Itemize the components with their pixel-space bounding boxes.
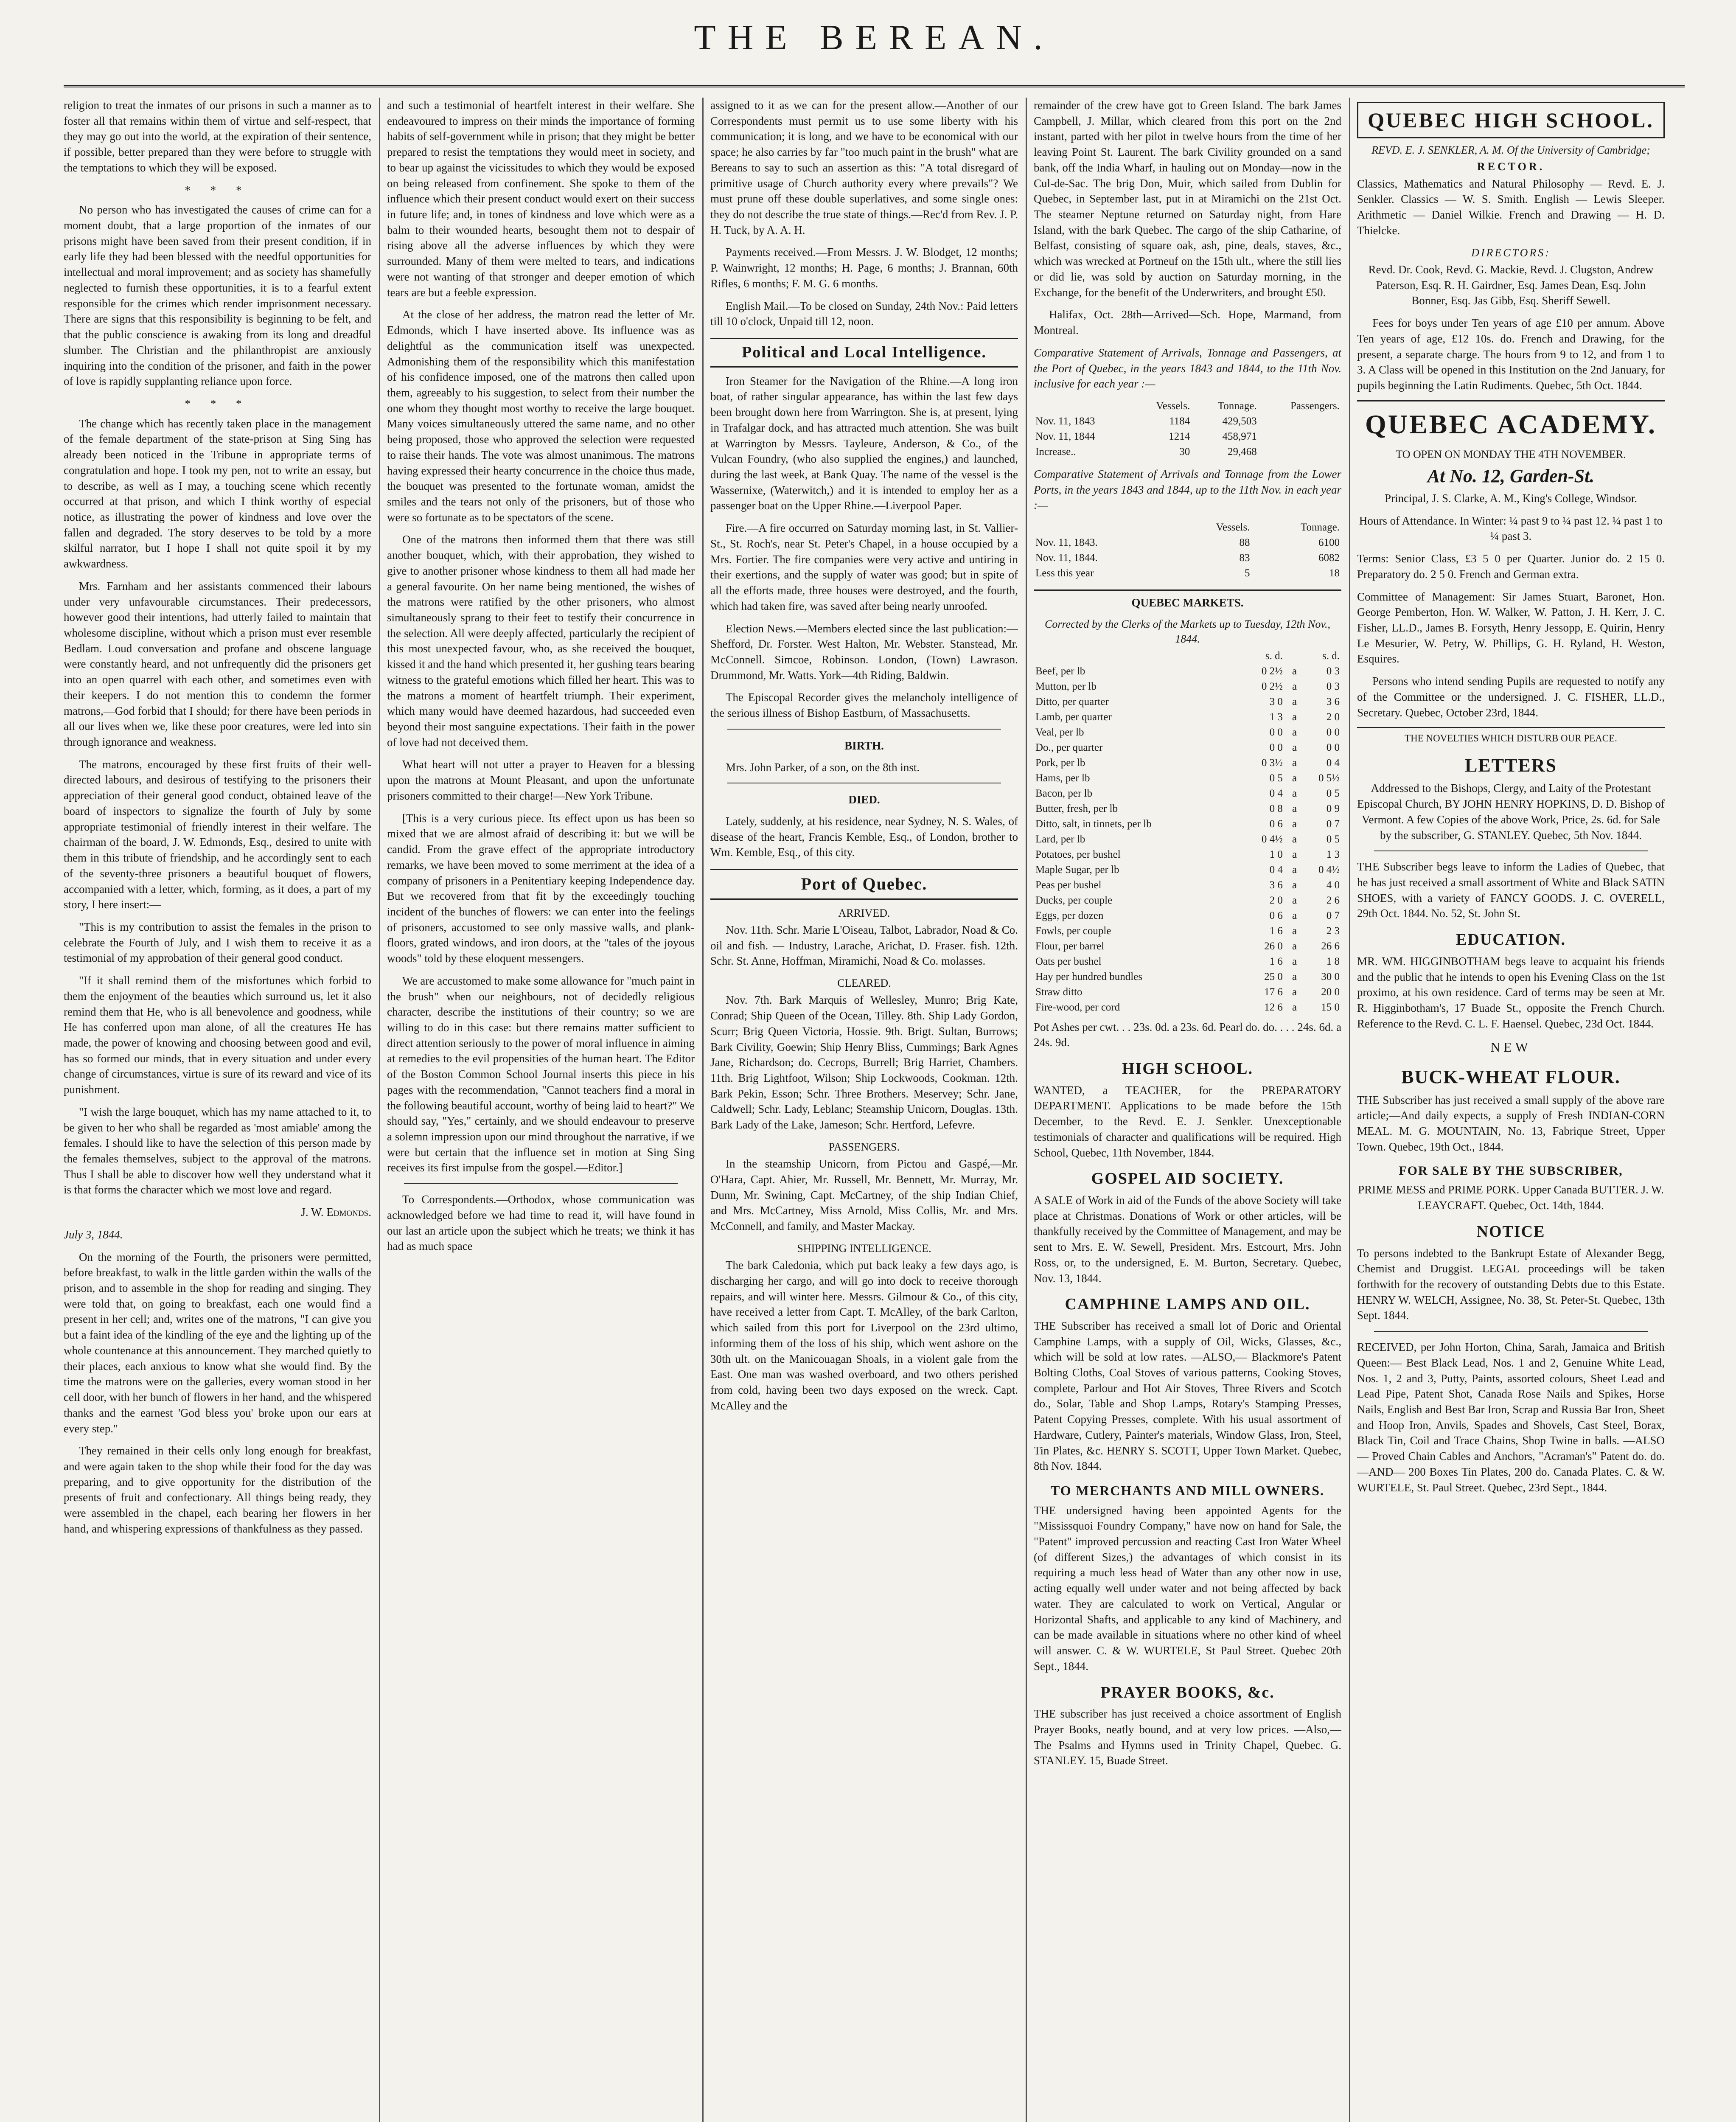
table-cell: Increase..	[1035, 446, 1076, 458]
table-cell: 6100	[1318, 537, 1340, 549]
table-cell: Straw ditto	[1035, 986, 1083, 998]
article-text: and such a testimonial of heartfelt interest in their welfare. She endeavoured to impress on their minds the importance of forming habits of self-government while in prison; that they might be better prepared to resist the temptations they would meet in society, and to bear up against the vicissitudes to which they would be exposed on being released from confinement. She spoke to them of the influence which their present conduct would exert on their success in future life; and, in tones of kindness and love which were as a balm to their wounded hearts, besought them not to despair of rising above all the adverse influences by which they were surrounded. Many of them were melted to tears, and indications were not wanting of that stronger and deeper emotion of which tears are but a feeble expression.	[387, 99, 695, 299]
table-cell: 18	[1329, 567, 1340, 579]
article-text: They remained in their cells only long enough for breakfast, and were again taken to the shop while their food for the day was preparing, and to give opportunity for the distribution of the presents of fruit and confectionary. All things being ready, they were assembled in the chapel, each bearing her flowers in her hand, and whispering expressions of thankfulness as they passed.	[64, 1444, 371, 1535]
column-1: religion to treat the inmates of our prisons in such a manner as to foster all that remains within them of virtue and self-respect, that they may go out into the world, at the expiration of their sentence, if possible, better prepared than they were before to struggle with the temptations to which they will be exposed. * * * No person who has investigated the causes of crime can for a moment doubt, that a large proportion of the inmates of our prisons might have been saved from their present condition, if in early life they had been blessed with the needful opportunities for intellectual and moral improvement; and as society has shamefully neglected to furnish these opportunities, it is to a fearful extent responsible for the crimes which render imprisonment necessary. There are signs that this responsibility is beginning to be felt, and that the public conscience is awaking from its long and dreadful slumber. The Christian and the philanthropist are anxiously inquiring into the condition of the prisoner, and faith in the power of love is rapidly supplanting reliance upon force. * * * The change which has recently taken place in the management of the female department of the state-prison at Sing Sing has already been noticed in the Tribune in appropriate terms of congratulation and hope. I took my pen, not to write an essay, but to describe, as well as I may, a touching scene which recently occurred at that prison, and which I think worthy of especial notice, as illustrating the power of kindness and love over the fallen and degraded. The story deserves to be told by a more skilful narrator, but I hope I shall not quite spoil it by my awkwardness. Mrs. Farnham and her assistants commenced their labours under very unfavourable circumstances. Their predecessors, however good their intentions, had utterly failed to maintain that wholesome discipline, without which a prison must ever resemble Bedlam. Loud conversation and profane and obscene language were constantly heard, and not unfrequently did the prisoners get into an open quarrel with each other, and sometimes even with their keepers. I do not mention this to condemn the former matrons,—God forbid that I should; for there have been periods in all our lives when we, like these poor creatures, were led into sin through ignorance and weakness. The matrons, encouraged by these first fruits of their well-directed labours, and desirous of testifying to the prisoners their appreciation of their general good conduct, obtained leave of the board of inspectors to signalize the fourth of July by some appropriate testimonial of friendly interest in their welfare. The chairman of the board, J. W. Edmonds, Esq., desired to unite with them in this tribute of friendship, and he accordingly sent to each of the seventy-three prisoners a beautiful bouquet of flowers, accompanied with a letter, which, forming, as it does, a part of my story, I here insert:— "This is my contribution to assist the females in the prison to celebrate the Fourth of July, and I wish them to receive it as a testimonial of my approbation of their general good conduct. "If it shall remind them of the misfortunes which forbid to them the enjoyment of the beauties which surround us, let it also remind them that He, who is all benevolence and goodness, while He has conferred upon man alone, of all the creatures He has made, the power of knowing and choosing between good and evil, has so formed our minds, that in every situation and under every change of circumstances, virtue is sure of its reward and vice of its punishment. "I wish the large bouquet, which has my name attached to it, to be given to her who shall be regarded as 'most amiable' among the females. I should like to have the selection of this person made by the females themselves, subject to the approval of the matrons. Thus I shall be able to discover how well they understand what it is that forms the character which we most love and regard. J. W. Edmonds. July 3, 1844. On the morning of the Fourth, the prisoners were permitted, before breakfast, to walk in the little garden within the walls of the prison, and to assemble in the shop for reading and singing. They were told that, on going to breakfast, each one would find a present in her cell; and, writes one of the matrons, "I can give you but a faint idea of the kindling of the eye and the lighting up of the whole countenance at this announcement. They marched quietly to their places, each anxious to know what she would find. By the time the matrons were on the galleries, every woman stood in her cell door, with her bunch of flowers in her hand, and the whispered thanks and the earnest 'God bless you' broke upon our ears at every step." They remained in their cells only long enough for breakfast, and were again taken to the shop while their food for the day was preparing, and to give opportunity for the distribution of the presents of fruit and confectionary. All things being ready, they were assembled in the chapel, each bearing her flowers in her hand, and whispering expressions of thankfulness as they passed.	[64, 98, 371, 2122]
table-row	[1034, 429, 1341, 444]
news-item: Fire.—A fire occurred on Saturday morning last, in St. Vallier-St., St. Roch's, near St. Peter's Chapel, in a house occupied by a Mrs. Fortier. The fire companies were very active and untiring in their exertions, and the supply of water was good; but in spite of all the efforts made, three houses were destroyed, and the fourth, which had taken fire, was saved after being nearly unroofed.	[710, 522, 1018, 612]
news-item: Halifax, Oct. 28th—Arrived—Sch. Hope, Marmand, from Montreal.	[1034, 308, 1341, 337]
market-row	[1034, 954, 1341, 969]
market-row	[1034, 969, 1341, 985]
ad-text: NEW	[1490, 1039, 1531, 1055]
table-cell: 2 0	[1269, 894, 1283, 906]
table-cell: 0 0	[1269, 741, 1283, 753]
table-cell: a	[1292, 665, 1297, 677]
table-cell: Pork, per lb	[1035, 757, 1085, 769]
ad-text: Persons who intend sending Pupils are requested to notify any of the Committee or the undersigned. J. C. FISHER, LL.D., Secretary. Quebec, October 23rd, 1844.	[1357, 675, 1665, 719]
table-cell: a	[1292, 741, 1297, 753]
table-cell: Do., per quarter	[1035, 741, 1103, 753]
table-cell: 0 4½	[1261, 833, 1283, 845]
table-cell: Less this year	[1035, 567, 1094, 579]
table-cell: 0 3	[1326, 665, 1340, 677]
letter-text: "This is my contribution to assist the females in the prison to celebrate the Fourth of July, and I wish them to receive it as a testimonial of my approbation of their general good conduct.	[64, 920, 371, 965]
table-cell: Lamb, per quarter	[1035, 711, 1112, 723]
letter-date: July 3, 1844.	[64, 1228, 123, 1241]
market-row	[1034, 679, 1341, 694]
article-text: At the close of her address, the matron read the letter of Mr. Edmonds, which I have inserted above. Its influence was as delightful as the communication itself was unexpected. Admonishing them of the responsibility which this manifestation of his confidence imposed, one of the matrons then called upon them, agreeably to his suggestion, to select from their number the one whom they thought most worthy to receive the large bouquet. Many voices simultaneously uttered the same name, and no other being proposed, those who approved the selection were requested to raise their hands. The vote was almost unanimous. The matrons having expressed their hearty concurrence in the choice thus made, the bouquet was presented to the fortunate woman, amidst the smiles and the tears not only of the prisoners, but of those who were so fortunate as to be spectators of the scene.	[387, 308, 695, 524]
ad-title: NOTICE	[1476, 1222, 1545, 1241]
masthead: THE BEREAN.	[64, 17, 1685, 87]
cleared-heading: CLEARED.	[837, 977, 891, 990]
table-cell: 0 3	[1326, 680, 1340, 692]
passengers-heading: PASSENGERS.	[828, 1140, 900, 1153]
table-row	[1034, 550, 1341, 566]
ad-text: THE undersigned having been appointed Agents for the "Mississquoi Foundry Company," have now on hand for Sale, the "Patent" improved percussion and reacting Cast Iron Water Wheel (of different Sizes,) the advantages of which consist in its requiring a much less head of Water than any other now in use, acting equally well under water and not being affected by back water. They are calculated to work on Vertical, Angular or Horizontal Shafts, and applicable to any kind of Machinery, and can be made available in situations where no other kind of wheel will answer. C. & W. WURTELE, St Paul Street. Quebec 20th Sept., 1844.	[1034, 1504, 1341, 1673]
table-cell: 25 0	[1264, 971, 1283, 982]
table-cell: 0 3½	[1261, 757, 1283, 769]
table-cell: 1 0	[1269, 848, 1283, 860]
table-cell: 458,971	[1222, 430, 1257, 442]
shipping-list: Nov. 7th. Bark Marquis of Wellesley, Munro; Brig Kate, Conrad; Ship Queen of the Ocean, Tilley. 8th. Ship Lady Gordon, Scurr; Brig Queen Victoria, Hossie. 9th. Brigt. Sultan, Burrows; Bark Civility, Goewin; Ship Henry Bliss, Cummings; Bark Agnes Jane, Richardson; do. Cecrops, Burrell; Brig Harriet, Chambers. 11th. Brig Lightfoot, Wilson; Ship Lockwoods, Cookman. 12th. Bark Pekin, Esson; Schr. Three Brothers. Meservey; Schr. Jane, Caldwell; Schr. Lady, Leblanc; Steamship Unicorn, Douglas. 13th. Bark Lady of the Lake, Jameson; Schr. Hertford, Lefevre.	[710, 994, 1018, 1131]
ad-text: THE Subscriber begs leave to inform the Ladies of Quebec, that he has just received a small assortment of White and Black SATIN SHOES, with a variety of FANCY GOODS. J. C. OVERELL, 29th Oct. 1844. No. 52, St. John St.	[1357, 860, 1665, 920]
column-5	[1357, 98, 1665, 2122]
table-cell: 1214	[1169, 430, 1190, 442]
article-text: Mrs. Farnham and her assistants commenced their labours under very unfavourable circumstances. Their predecessors, however good their intentions, had utterly failed to maintain that wholesome discipline, without which a prison must ever resemble Bedlam. Loud conversation and profane and obscene language were constantly heard, and not unfrequently did the prisoners get into an open quarrel with each other, and sometimes even with their keepers. I do not mention this to condemn the former matrons,—God forbid that I should; for there have been periods in all our lives when we, like these poor creatures, were led into sin through ignorance and weakness.	[64, 579, 371, 749]
table-header: Vessels.	[1216, 522, 1250, 533]
table-cell: 0 4	[1326, 757, 1340, 769]
ad-text: TO OPEN ON MONDAY THE 4TH NOVEMBER.	[1396, 448, 1626, 460]
lower-ports-table	[1034, 520, 1341, 581]
table-cell: Ditto, per quarter	[1035, 696, 1109, 707]
article-text: No person who has investigated the causes of crime can for a moment doubt, that a large proportion of the inmates of our prisons might have been saved from their present condition, if in early life they had been blessed with the needful opportunities for intellectual and moral improvement; and as society has shamefully neglected to furnish these opportunities, it is to a fearful extent responsible for the crimes which render imprisonment necessary. There are signs that this responsibility is beginning to be felt, and that the public conscience is awaking from its long and dreadful slumber. The Christian and the philanthropist are anxiously inquiring into the condition of the prisoner, and faith in the power of love is rapidly supplanting reliance upon force.	[64, 203, 371, 388]
table-cell: 0 9	[1326, 803, 1340, 814]
table-cell	[1259, 429, 1341, 444]
table-cell: 26 0	[1264, 940, 1283, 952]
news-item: The Episcopal Recorder gives the melancholy intelligence of the serious illness of Bishop Eastburn, of Massachusetts.	[710, 691, 1018, 720]
table-cell: a	[1292, 1001, 1297, 1013]
ad-text: WANTED, a TEACHER, for the PREPARATORY DEPARTMENT. Applications to be made before the 15th December, to the Revd. E. J. Senkler. Unexceptionable testimonials of character and qualifications will be required. High School, Quebec, 11th November, 1844.	[1034, 1083, 1341, 1159]
article-text: The matrons, encouraged by these first fruits of their well-directed labours, and desirous of testifying to the prisoners their appreciation of their general good conduct, obtained leave of the board of inspectors to signalize the fourth of July by some appropriate testimonial of friendly interest in their welfare. The chairman of the board, J. W. Edmonds, Esq., desired to unite with them in this tribute of friendship, and he accordingly sent to each of the seventy-three prisoners a beautiful bouquet of flowers, accompanied with a letter, which, forming, as it does, a part of my story, I here insert:—	[64, 758, 371, 911]
ad-title: BUCK-WHEAT FLOUR.	[1401, 1066, 1621, 1087]
arrived-heading: ARRIVED.	[838, 907, 890, 919]
letter-text: "If it shall remind them of the misfortunes which forbid to them the enjoyment of the beauties which surround us, let it also remind them that He, who is all benevolence and goodness, while He has conferred upon man alone, of all the creatures He has made, the power of knowing and choosing between good and evil, has so formed our minds, that in every situation and under every change of circumstances, virtue is sure of its reward and vice of its punishment.	[64, 974, 371, 1096]
birth-notice: Mrs. John Parker, of a son, on the 8th inst.	[726, 761, 920, 774]
ad-title: FOR SALE BY THE SUBSCRIBER,	[1399, 1163, 1623, 1178]
table-cell: 0 4½	[1318, 864, 1340, 876]
table-cell: Butter, fresh, per lb	[1035, 803, 1118, 814]
table-row	[1034, 566, 1341, 581]
table-cell: Bacon, per lb	[1035, 787, 1092, 799]
table-cell: a	[1292, 787, 1297, 799]
table-cell: a	[1292, 772, 1297, 784]
table-cell: a	[1292, 879, 1297, 891]
article-text: The change which has recently taken place in the management of the female department of the state-prison at Sing Sing has already been noticed in the Tribune in appropriate terms of congratulation and hope. I took my pen, not to write an essay, but to describe, as well as I may, a touching scene which recently occurred at that prison, and which I think worthy of especial notice, as illustrating the power of kindness and love over the fallen and degraded. The story deserves to be told by a more skilful narrator, but I hope I shall not quite spoil it by my awkwardness.	[64, 417, 371, 570]
market-row	[1034, 755, 1341, 771]
shipping-heading: SHIPPING INTELLIGENCE.	[797, 1242, 931, 1255]
ad-text: Committee of Management: Sir James Stuart, Baronet, Hon. George Pemberton, Hon. W. Walker, W. Patton, J. H. Kerr, J. C. Fisher, LL.D., James B. Forsyth, Henry Jessopp, E. Quirin, Henry Le Mesurier, W. Petry, W. Phillips, G. H. Ryland, H. Weston, Esquires.	[1357, 590, 1665, 665]
letter-text: "I wish the large bouquet, which has my name attached to it, to be given to her who shall be regarded as 'most amiable' among the females. I should like to have the selection of this person made by the females themselves, subject to the approval of the matrons. Thus I shall be able to discover how well they understand what it is that forms the character which we most love and regard.	[64, 1105, 371, 1196]
table-cell: 429,503	[1222, 415, 1257, 427]
table-cell: a	[1292, 757, 1297, 769]
table-cell: 0 6	[1269, 909, 1283, 921]
news-item: Election News.—Members elected since the last publication:— Shefford, Dr. Forster. West Halton, Mr. Webster. Stanstead, Mr. McConnell. Simcoe, Robinson. London, (Town) Lawrason. Drummond, Mr. Watts. York—4th Riding, Baldwin.	[710, 622, 1018, 682]
table-cell: 4 0	[1326, 879, 1340, 891]
table-cell: 0 2½	[1261, 680, 1283, 692]
table-cell: a	[1292, 986, 1297, 998]
column-rule	[702, 98, 704, 2122]
ad-text: THE Subscriber has received a small lot of Doric and Oriental Camphine Lamps, with a supply of Oil, Wicks, Glasses, &c., which will be sold at low rates. —ALSO,— Blackmore's Patent Bolting Cloths, Coal Stoves of various patterns, Cooking Stoves, complete, Parlour and Hot Air Stoves, Three Rivers and Scotch do., Solar, Table and Shop Lamps, Rotary's Stamping Presses, Patent Copying Presses, complete. With his usual assortment of Hardware, Cutlery, Painter's materials, Window Glass, Iron, Steel, Tin Plates, &c. HENRY S. SCOTT, Upper Town Market. Quebec, 8th Nov. 1844.	[1034, 1319, 1341, 1473]
table-cell: 12 6	[1264, 1001, 1283, 1013]
table-cell: 20 0	[1321, 986, 1340, 998]
column-3	[710, 98, 1018, 2122]
section-heading: Port of Quebec.	[710, 869, 1018, 899]
market-row	[1034, 817, 1341, 832]
table-cell: 2 6	[1326, 894, 1340, 906]
ad-text: At No. 12, Garden-St.	[1427, 466, 1595, 487]
table-header: s. d.	[1265, 650, 1283, 662]
table-header: Tonnage.	[1301, 522, 1340, 533]
ad-text: THE NOVELTIES WHICH DISTURB OUR PEACE.	[1357, 727, 1665, 745]
table-cell: 3 0	[1269, 696, 1283, 707]
market-row	[1034, 786, 1341, 801]
table-cell: Eggs, per dozen	[1035, 909, 1104, 921]
editor-note: [This is a very curious piece. Its effect upon us has been so mixed that we are almost afraid of describing it: but we will be candid. From the grave effect of the appropriate introductory remarks, we have been moved to some merriment at the idea of a company of prisoners in a Penitentiary keeping Independence day. But we recovered from that fit by the exceedingly touching incident of the bunches of flowers: we can enter into the feelings of prisoners, accustomed to see only massive walls, and plank-floors, grated windows, and iron doors, at the "tales of the joyous woods" told by these eloquent messengers.	[387, 811, 695, 965]
ad-title: CAMPHINE LAMPS AND OIL.	[1065, 1295, 1310, 1314]
article-text: assigned to it as we can for the present allow.—Another of our Correspondents must permit us to use some liberty with his communication; it is long, and we have to be economical with our space; he also carries by far "too much paint in the brush" what are Bereans to say to such an assertion as this: "A total disregard of primitive usage of Church authority every where prevails"? We must prune off these double superlatives, and some single ones: they do not describe the true state of things.—Rec'd from Rev. J. P. H. Tuck, by A. A. H.	[710, 99, 1018, 236]
table-cell: 83	[1239, 552, 1250, 564]
table-cell: Peas per bushel	[1035, 879, 1102, 891]
table-cell: 0 0	[1326, 726, 1340, 738]
table-row	[1034, 414, 1341, 429]
table-header: Vessels.	[1156, 400, 1190, 412]
market-row	[1034, 771, 1341, 786]
article-text: On the morning of the Fourth, the prisoners were permitted, before breakfast, to walk in the little garden within the walls of the prison, and to assemble in the shop for reading and singing. They were told that, on going to breakfast, each one would find a present in her cell; and, writes one of the matrons, "I can give you but a faint idea of the kindling of the eye and the lighting up of the whole countenance at this announcement. They marched quietly to their places, each anxious to know what she would find. By the time the matrons were on the galleries, every woman stood in her cell door, with her bunch of flowers in her hand, and the whispered thanks and the earnest 'God bless you' broke upon our ears at every step."	[64, 1250, 371, 1435]
ash-prices: Pot Ashes per cwt. . . 23s. 0d. a 23s. 6d. Pearl do. do. . . . 24s. 6d. a 24s. 9d.	[1034, 1020, 1341, 1049]
table-row	[1034, 535, 1341, 550]
table-cell: 1 8	[1326, 955, 1340, 967]
table-cell: 1 3	[1326, 848, 1340, 860]
table-cell: Fowls, per couple	[1035, 925, 1111, 937]
payments-text: Payments received.—From Messrs. J. W. Blodget, 12 months; P. Wainwright, 12 months; H. Page, 6 months; J. Brannan, 60th Rifles, 6 months; F. M. G. 6 months.	[710, 246, 1018, 290]
market-row	[1034, 832, 1341, 847]
table-cell: a	[1292, 848, 1297, 860]
table-cell: Oats per bushel	[1035, 955, 1102, 967]
table-cell: Nov. 11, 1843	[1035, 415, 1095, 427]
article-text: One of the matrons then informed them that there was still another bouquet, which, with their approbation, they wished to give to another prisoner whose kindness to them all had made her a general favourite. On her name being mentioned, the wishes of the matrons were ratified by the other prisoners, who almost simultaneously sprang to their feet to testify their concurrence in the selection. All were deeply affected, particularly the recipient of this most unexpected favour, who, as she received the bouquet, kissed it and the hand which presented it, her gushing tears bearing witness to the grateful emotions which filled her heart. This was to the matrons a moment of heartfelt triumph. Their experiment, which many would have deemed hazardous, had succeeded even beyond their most sanguine expectations. Their faith in the power of love had not deceived them.	[387, 533, 695, 749]
passenger-list: In the steamship Unicorn, from Pictou and Gaspé,—Mr. O'Hara, Capt. Ahier, Mr. Russell, Mr. Bennett, Mr. Murray, Mr. Dunn, Mr. Swining, Capt. McCartney, of the ship Indian Chief, and Mrs. McCartney, Miss Arnold, Miss Collis, Mr. and Mrs. McConnell, and family, and Master Mackay.	[710, 1157, 1018, 1233]
table-cell: a	[1292, 711, 1297, 723]
market-row	[1034, 893, 1341, 908]
died-notice: Lately, suddenly, at his residence, near Sydney, N. S. Wales, of disease of the heart, Francis Kemble, Esq., of London, brother to Wm. Kemble, Esq., of this city.	[710, 814, 1018, 859]
table-cell: a	[1292, 909, 1297, 921]
table-cell: Fire-wood, per cord	[1035, 1001, 1120, 1013]
table-cell: 29,468	[1227, 446, 1257, 458]
table-cell: a	[1292, 803, 1297, 814]
article-text: What heart will not utter a prayer to Heaven for a blessing upon the matrons at Mount Pleasant, and upon the unfortunate prisoners committed to their charge!—New York Tribune.	[387, 758, 695, 802]
table-cell: Beef, per lb	[1035, 665, 1085, 677]
market-row	[1034, 878, 1341, 893]
ad-title: PRAYER BOOKS, &c.	[1100, 1683, 1275, 1701]
table-cell: a	[1292, 726, 1297, 738]
ad-text: Fees for boys under Ten years of age £10 per annum. Above Ten years of age, £12 10s. do. French and Drawing, for the present, a separate charge. The hours from 9 to 12, and from 1 to 3. A Class will be opened in this Institution on the 2nd January, for pupils beginning the Latin Rudiments. Quebec, 5th Oct. 1844.	[1357, 317, 1665, 392]
table-cell: a	[1292, 864, 1297, 876]
table-cell: a	[1292, 925, 1297, 937]
table-header	[1034, 399, 1133, 414]
shipping-list: Nov. 11th. Schr. Marie L'Oiseau, Talbot, Labrador, Noad & Co. oil and fish. — Industry, Larache, Arichat, D. Fraser. fish. 12th. Schr. St. Anne, Hoffman, Miramichi, Noad & Co. molasses.	[710, 923, 1018, 968]
ad-text: RECTOR.	[1477, 160, 1545, 173]
table-header: Passengers.	[1290, 400, 1340, 412]
table-cell: Hams, per lb	[1035, 772, 1090, 784]
table-cell: 15 0	[1321, 1001, 1340, 1013]
table-header	[1034, 648, 1242, 664]
table-header	[1034, 520, 1173, 535]
market-row	[1034, 985, 1341, 1000]
ad-title: QUEBEC ACADEMY.	[1357, 400, 1665, 443]
table-cell: 1184	[1169, 415, 1190, 427]
table-cell: 0 4	[1269, 787, 1283, 799]
market-row	[1034, 1000, 1341, 1015]
table-cell: 0 5	[1269, 772, 1283, 784]
table-cell: a	[1292, 971, 1297, 982]
died-heading: DIED.	[848, 793, 880, 806]
ad-text: A SALE of Work in aid of the Funds of the above Society will take place at Christmas. Donations of Work or other articles, will be thankfully received by the Committee of Management, and may be sent to Mrs. E. W. Sewell, President. Mrs. Estcourt, Mrs. John Ross, or, to the undersigned, E. M. Burton, Secretary. Quebec, Nov. 13, 1844.	[1034, 1193, 1341, 1285]
table-cell: Nov. 11, 1844.	[1035, 552, 1098, 564]
birth-heading: BIRTH.	[844, 739, 884, 752]
table-cell: Hay per hundred bundles	[1035, 971, 1143, 982]
ad-text: Principal, J. S. Clarke, A. M., King's College, Windsor.	[1384, 491, 1637, 505]
table-cell: 0 7	[1326, 818, 1340, 830]
market-row	[1034, 847, 1341, 862]
table-cell: 26 6	[1321, 940, 1340, 952]
table-cell: 30 0	[1321, 971, 1340, 982]
table-cell: 2 3	[1326, 925, 1340, 937]
ad-title: GOSPEL AID SOCIETY.	[1091, 1170, 1284, 1188]
table-cell: 1 6	[1269, 925, 1283, 937]
table-cell: Lard, per lb	[1035, 833, 1085, 845]
table-cell: Mutton, per lb	[1035, 680, 1097, 692]
column-rule	[379, 98, 380, 2122]
table-cell: 0 6	[1269, 818, 1283, 830]
table-cell: a	[1292, 940, 1297, 952]
ad-title: HIGH SCHOOL.	[1122, 1059, 1254, 1078]
table-cell: 17 6	[1264, 986, 1283, 998]
table-cell: Nov. 11, 1843.	[1035, 537, 1098, 549]
table-cell: 2 0	[1326, 711, 1340, 723]
ad-text: Terms: Senior Class, £3 5 0 per Quarter. Junior do. 2 15 0. Preparatory do. 2 5 0. French and German extra.	[1357, 552, 1665, 581]
ad-text: DIRECTORS:	[1471, 246, 1551, 259]
table-cell: 30	[1179, 446, 1190, 458]
ad-text: THE Subscriber has just received a small supply of the above rare article;—And daily expects, a supply of Fresh INDIAN-CORN MEAL. M. G. MOUNTAIN, No. 13, Fabrique Street, Upper Town. Quebec, 19th Oct., 1844.	[1357, 1093, 1665, 1153]
statement-title: Comparative Statement of Arrivals, Tonnage and Passengers, at the Port of Quebec, in the years 1843 and 1844, to the 11th Nov. inclusive for each year :—	[1034, 346, 1341, 390]
ad-title: QUEBEC HIGH SCHOOL.	[1357, 102, 1665, 138]
market-row	[1034, 923, 1341, 939]
ad-title: TO MERCHANTS AND MILL OWNERS.	[1050, 1483, 1325, 1499]
market-row	[1034, 801, 1341, 817]
table-cell: a	[1292, 894, 1297, 906]
table-cell: 3 6	[1269, 879, 1283, 891]
signature: J. W. Edmonds.	[301, 1206, 371, 1219]
ad-text: To persons indebted to the Bankrupt Estate of Alexander Begg, Chemist and Druggist. LEGAL proceedings will be taken forthwith for the recovery of outstanding Debts due to this Estate. HENRY W. WELCH, Assignee, No. 38, St. Peter-St. Quebec, 13th Sept. 1844.	[1357, 1246, 1665, 1322]
market-row	[1034, 710, 1341, 725]
table-cell: 0 4	[1269, 864, 1283, 876]
table-cell: 0 7	[1326, 909, 1340, 921]
table-cell: Veal, per lb	[1035, 726, 1084, 738]
ad-text: Revd. Dr. Cook, Revd. G. Mackie, Revd. J. Clugston, Andrew Paterson, Esq. R. H. Gairdner, Esq. James Dean, Esq. John Bonner, Esq. Jas Gibb, Esq. Sheriff Sewell.	[1368, 263, 1654, 307]
news-item: Iron Steamer for the Navigation of the Rhine.—A long iron boat, of rather singular appearance, has within the last few days been brought down here from Warrington. She is, at present, lying in Trafalgar dock, and has attracted much attention. She was built at Warrington by Messrs. Tayleure, Anderson, & Co., of the Vulcan Foundry, (who also supplied the engines,) and launched, during the last week, at Bank Quay. The name of the vessel is the Wassernixe, (Waterwitch,) and it is intended to employ her as a passenger boat on the Upper Rhine.—Liverpool Paper.	[710, 374, 1018, 512]
table-cell	[1259, 414, 1341, 429]
markets-subtitle: Corrected by the Clerks of the Markets up to Tuesday, 12th Nov., 1844.	[1044, 618, 1331, 646]
ad-text: MR. WM. HIGGINBOTHAM begs leave to acquaint his friends and the public that he intends to open his Evening Class on the 1st proximo, at his own residence. Card of terms may be seen at Mr. R. Higginbotham's, 17 Buade St., opposite the French Church. Reference to the Revd. C. L. F. Haensel. Quebec, 23d Oct. 1844.	[1357, 954, 1665, 1030]
market-row	[1034, 725, 1341, 740]
table-cell: 0 0	[1269, 726, 1283, 738]
table-cell: 0 2½	[1261, 665, 1283, 677]
table-cell: 88	[1239, 537, 1250, 549]
table-cell	[1259, 444, 1341, 460]
table-header	[1284, 648, 1298, 664]
table-cell: 0 0	[1326, 741, 1340, 753]
ad-text: RECEIVED, per John Horton, China, Sarah, Jamaica and British Queen:— Best Black Lead, Nos. 1 and 2, Genuine White Lead, Nos. 1, 2 and 3, Putty, Paints, assorted colours, Sheet Lead and Lead Pipe, Patent Shot, Canada Rose Nails and Spikes, Horse Nails, English and Best Bar Iron, Scrap and Russia Bar Iron, Sheet and Hoop Iron, Anvils, Spades and Shovels, Cast Steel, Borax, Black Tin, Coil and Trace Chains, Shop Twine in balls. —ALSO— Proved Chain Cables and Anchors, "Acraman's" Patent do. do. —AND— 200 Boxes Tin Plates, 200 do. Canada Plates. C. & W. WURTELE, St. Paul Street. Quebec, 23rd Sept., 1844.	[1357, 1341, 1665, 1494]
table-cell: 5	[1244, 567, 1250, 579]
table-row	[1034, 444, 1341, 460]
table-cell: Ditto, salt, in tinnets, per lb	[1035, 818, 1152, 830]
mail-text: English Mail.—To be closed on Sunday, 24th Nov.: Paid letters till 10 o'clock, Unpaid till 12, noon.	[710, 299, 1018, 328]
column-rule	[1349, 98, 1350, 2122]
market-row	[1034, 740, 1341, 755]
correspondents-note: To Correspondents.—Orthodox, whose communication was acknowledged before we had time to read it, will have found in our last an article upon the subject which he treats; we think it has had as much space	[387, 1193, 695, 1253]
ad-text: REVD. E. J. SENKLER, A. M. Of the University of Cambridge;	[1371, 144, 1650, 156]
table-cell: 0 5½	[1318, 772, 1340, 784]
table-cell: 1 3	[1269, 711, 1283, 723]
table-cell: 3 6	[1326, 696, 1340, 707]
ad-text: Hours of Attendance. In Winter: ¼ past 9 to ¼ past 12. ¼ past 1 to ¼ past 3.	[1359, 514, 1663, 543]
ad-title: LETTERS	[1465, 755, 1557, 776]
table-cell: 1 6	[1269, 955, 1283, 967]
table-cell: a	[1292, 696, 1297, 707]
table-cell: Ducks, per couple	[1035, 894, 1113, 906]
table-cell: 6082	[1318, 552, 1340, 564]
market-row	[1034, 908, 1341, 923]
editor-note: We are accustomed to make some allowance for "much paint in the brush" when our neighbours, not of decidedly religious character, describe the institutions of their country; so we are willing to do in this case: but there remains matter sufficient to direct attention seriously to the power of moral influence in aiming at remedies to the evil propensities of the human heart. The Editor of the Boston Common School Journal inserts this piece in his pages with the recommendation, "Cannot teachers find a moral in the following beautiful account, worthy of being laid to heart?" We should say, "Yes," certainly, and we should endeavour to preserve a solemn impression upon our mind throughout the narrative, if we were but certain that the influence set in motion at Sing Sing receives its first impulse from the gospel.—Editor.]	[387, 974, 695, 1174]
ad-text: PRIME MESS and PRIME PORK. Upper Canada BUTTER. J. W. LEAYCRAFT. Quebec, Oct. 14th, 1844.	[1358, 1183, 1664, 1212]
table-cell: a	[1292, 955, 1297, 967]
column-2	[387, 98, 695, 2122]
table-cell: a	[1292, 680, 1297, 692]
statement-title: Comparative Statement of Arrivals and Tonnage from the Lower Ports, in the years 1843 and 1844, up to the 11th Nov. in each year :—	[1034, 467, 1341, 512]
ad-text: Classics, Mathematics and Natural Philosophy — Revd. E. J. Senkler. Classics — W. S. Smith. English — Lewis Sleeper. Arithmetic — Daniel Wilkie. French and Drawing — H. D. Thielcke.	[1357, 177, 1665, 237]
news-item: remainder of the crew have got to Green Island. The bark James Campbell, J. Millar, which cleared from this port on the 2nd instant, parted with her pilot in twelve hours from the time of her leaving Point St. Laurent. The bark Civility grounded on a sand bank, off the India Wharf, in hauling out on Monday—now in the Cul-de-Sac. The brig Don, Muir, which sailed from Dublin for Quebec, in September last, put in at Miramichi on the 21st Oct. The steamer Neptune returned on Saturday night, from Hare Island, with the bark Quebec. The cargo of the ship Catharine, of Belfast, consisting of square oak, ash, pine, deals, staves, &c., which was wrecked at Portneuf on the 15th ult., where the still lies or did lie, was sold by auction on Saturday morning, in the Exchange, for the benefit of the Underwriters, and brought £50.	[1034, 99, 1341, 299]
table-cell: Maple Sugar, per lb	[1035, 864, 1119, 876]
section-heading: Political and Local Intelligence.	[710, 338, 1018, 368]
table-cell: 0 8	[1269, 803, 1283, 814]
column-4	[1034, 98, 1341, 2122]
market-row	[1034, 694, 1341, 710]
table-header: Tonnage.	[1217, 400, 1257, 412]
ad-text: Addressed to the Bishops, Clergy, and Laity of the Protestant Episcopal Church, BY JOHN HENRY HOPKINS, D. D. Bishop of Vermont. A few Copies of the above Work, Price, 2s. 6d. for Sale by the subscriber, G. STANLEY. Quebec, 5th Nov. 1844.	[1357, 782, 1665, 842]
markets-heading: QUEBEC MARKETS.	[1034, 589, 1341, 611]
table-cell: 0 5	[1326, 787, 1340, 799]
news-item: The bark Caledonia, which put back leaky a few days ago, is discharging her cargo, and will go into dock to receive thorough repairs, and will winter here. Messrs. Gilmour & Co., of this city, have received a letter from Capt. T. McAlley, of the bark Carlton, which sailed from this port for Liverpool on the 23rd ultimo, informing them of the loss of his ship, which went ashore on the 30th ult. on the Manicouagan Shoals, in a violent gale from the East. One man was washed overboard, and two others perished from cold, having been two days exposed on the wreck. Capt. McAlley and the	[710, 1259, 1018, 1412]
table-cell: a	[1292, 833, 1297, 845]
table-cell: Potatoes, per bushel	[1035, 848, 1121, 860]
table-cell: Nov. 11, 1844	[1035, 430, 1095, 442]
table-cell: Flour, per barrel	[1035, 940, 1105, 952]
ad-text: THE subscriber has just received a choice assortment of English Prayer Books, neatly bound, and at very low prices. —Also,— The Psalms and Hymns used in Trinity Chapel, Quebec. G. STANLEY. 15, Buade Street.	[1034, 1707, 1341, 1767]
table-cell: a	[1292, 818, 1297, 830]
article-text: religion to treat the inmates of our prisons in such a manner as to foster all that remains within them of virtue and self-respect, that they may go out into the world, at the expiration of their sentence, if possible, better prepared than they were before to struggle with the temptations to which they will be exposed.	[64, 99, 371, 174]
market-row	[1034, 862, 1341, 878]
table-header: s. d.	[1322, 650, 1340, 662]
market-row	[1034, 664, 1341, 679]
arrivals-table	[1034, 399, 1341, 460]
market-row	[1034, 939, 1341, 954]
markets-table	[1034, 648, 1341, 1015]
table-cell: 0 5	[1326, 833, 1340, 845]
column-rule	[1026, 98, 1027, 2122]
ad-title: EDUCATION.	[1456, 931, 1566, 949]
